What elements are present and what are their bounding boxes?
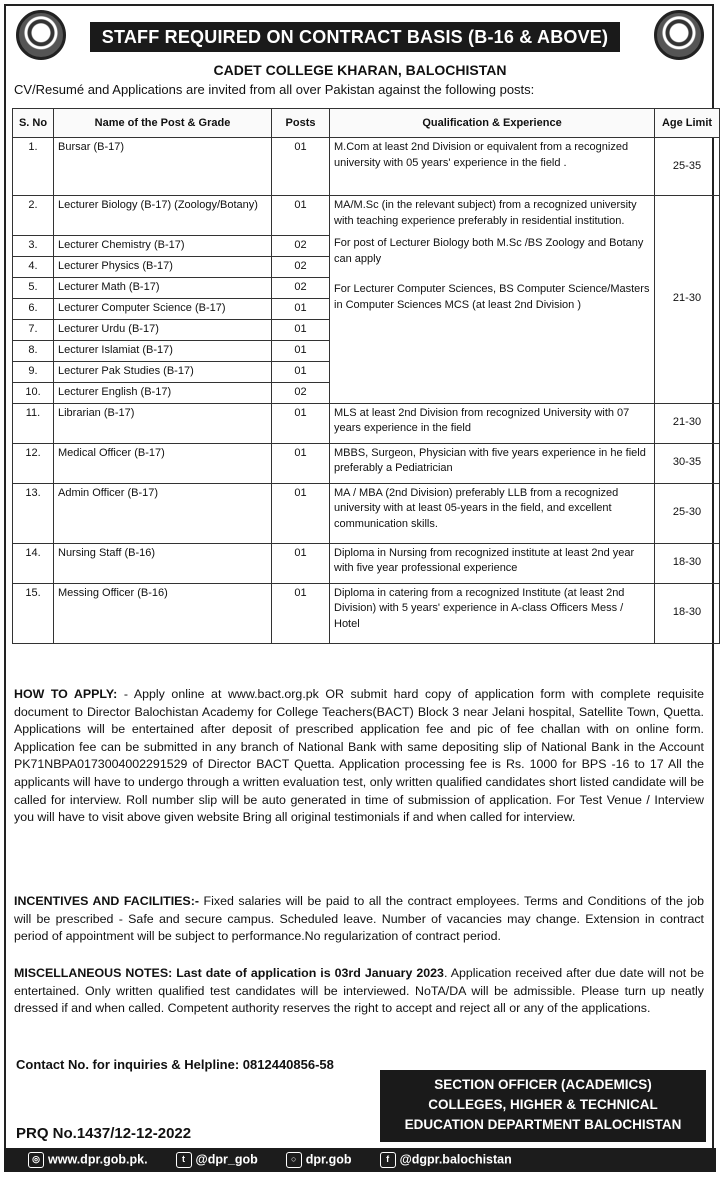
cell-post: Lecturer Math (B-17) <box>54 277 272 298</box>
footer-facebook[interactable] <box>380 1152 512 1168</box>
cell-sn: 14. <box>13 543 54 583</box>
incentives-text: Fixed salaries will be paid to all the contract employees. Terms and Conditions of the job will be prescribed - Safe and secure campus. Scheduled leave. Number of vacancies may change. Extension in contract period of appointment will be subject to performance.No regularization of contract period. <box>14 894 704 944</box>
cell-sn: 3. <box>13 236 54 257</box>
cell-post: Lecturer Islamiat (B-17) <box>54 340 272 361</box>
cell-post: Lecturer Biology (B-17) (Zoology/Botany) <box>54 196 272 236</box>
lecturers-qual-biology: For post of Lecturer Biology both M.Sc /BS Zoology and Botany can apply <box>334 236 644 265</box>
intro-text: CV/Resumé and Applications are invited from all over Pakistan against the following posts: <box>14 82 535 97</box>
cell-sn: 12. <box>13 443 54 483</box>
cell-posts: 01 <box>272 340 330 361</box>
section-officer-box <box>380 1070 706 1142</box>
section-officer-line2: COLLEGES, HIGHER & TECHNICAL <box>428 1097 658 1112</box>
govt-logo-right <box>654 10 704 60</box>
footer-facebook-text: @dgpr.balochistan <box>399 1152 512 1167</box>
cell-posts: 02 <box>272 256 330 277</box>
footer-instagram[interactable] <box>286 1152 352 1168</box>
cell-posts: 01 <box>272 138 330 196</box>
header-age-limit: Age Limit <box>655 109 720 138</box>
globe-icon: ◎ <box>28 1152 44 1168</box>
cell-posts: 01 <box>272 403 330 443</box>
cell-sn: 13. <box>13 483 54 543</box>
cell-post: Admin Officer (B-17) <box>54 483 272 543</box>
cell-age: 18-30 <box>655 583 720 643</box>
page-title: STAFF REQUIRED ON CONTRACT BASIS (B-16 & ABOVE) <box>90 22 620 52</box>
how-to-apply-text: - Apply online at www.bact.org.pk OR submit hard copy of application form with complete requisite document to Director Balochistan Academy for College Teachers(BACT) Block 3 near Jelani hospital, Satellite Town, Quetta. Applications will be entertained after deposit of prescribed application fee and pic of fee challan with on online form. Application fee can be submitted in any branch of National Bank with same depositing slip of National Bank in the Account PK71NBPA0173004002291529 of Director BACT Quetta. Application processing fee is Rs. 1000 for BPS -16 to 17 All the applicants will have to undergo through a written evaluation test, only written qualified candidates short listed candidate will be called for interview. Roll number slip will be auto generated in time of submission of application. For Test Venue / Interview you will have to visit above given website Bring all original testimonials if and when called for interview. <box>14 687 704 825</box>
cell-qual-lecturers <box>330 196 655 404</box>
section-officer-line3: EDUCATION DEPARTMENT BALOCHISTAN <box>404 1117 682 1132</box>
table-row <box>13 138 720 196</box>
cell-posts: 01 <box>272 319 330 340</box>
cell-post: Lecturer Chemistry (B-17) <box>54 236 272 257</box>
cell-posts: 01 <box>272 483 330 543</box>
cell-qual: M.Com at least 2nd Division or equivalent from a recognized university with 05 years' experience in the field . <box>330 138 655 196</box>
table-header-row <box>13 109 720 138</box>
table-row <box>13 543 720 583</box>
cell-age: 21-30 <box>655 403 720 443</box>
table-row <box>13 483 720 543</box>
cell-age: 30-35 <box>655 443 720 483</box>
cell-post: Medical Officer (B-17) <box>54 443 272 483</box>
misc-section <box>14 965 704 1018</box>
misc-heading: MISCELLANEOUS NOTES: <box>14 966 173 980</box>
table-row <box>13 583 720 643</box>
lecturers-qual-main: MA/M.Sc (in the relevant subject) from a recognized university with teaching experience preferably in residential institution. <box>334 199 637 227</box>
cell-sn: 2. <box>13 196 54 236</box>
facebook-icon: f <box>380 1152 396 1168</box>
cell-post: Lecturer Physics (B-17) <box>54 256 272 277</box>
cell-qual: MA / MBA (2nd Division) preferably LLB from a recognized university with at least 05-years in the field, and excellent communication skills. <box>330 483 655 543</box>
cell-sn: 11. <box>13 403 54 443</box>
cell-age-lecturers: 21-30 <box>655 196 720 404</box>
footer-twitter[interactable] <box>176 1152 258 1168</box>
header-posts: Posts <box>272 109 330 138</box>
table-row <box>13 443 720 483</box>
cell-age: 25-30 <box>655 483 720 543</box>
cell-posts: 01 <box>272 196 330 236</box>
how-to-apply-heading: HOW TO APPLY: <box>14 687 118 701</box>
cell-posts: 01 <box>272 543 330 583</box>
cell-posts: 02 <box>272 236 330 257</box>
incentives-section <box>14 893 704 946</box>
cell-sn: 4. <box>13 256 54 277</box>
footer-twitter-text: @dpr_gob <box>195 1152 258 1167</box>
posts-table <box>12 108 720 644</box>
footer-bar <box>4 1148 716 1172</box>
cell-age: 25-35 <box>655 138 720 196</box>
cell-post: Lecturer Urdu (B-17) <box>54 319 272 340</box>
twitter-icon: t <box>176 1152 192 1168</box>
table-row <box>13 403 720 443</box>
cell-sn: 7. <box>13 319 54 340</box>
cell-post: Lecturer Computer Science (B-17) <box>54 298 272 319</box>
cell-posts: 02 <box>272 382 330 403</box>
college-name: CADET COLLEGE KHARAN, BALOCHISTAN <box>213 62 507 78</box>
header-qualification: Qualification & Experience <box>330 109 655 138</box>
header-sno: S. No <box>13 109 54 138</box>
cell-sn: 1. <box>13 138 54 196</box>
cell-post: Bursar (B-17) <box>54 138 272 196</box>
header-post-name: Name of the Post & Grade <box>54 109 272 138</box>
misc-text: . Application received after due date will not be entertained. Only written qualified test candidates will be interviewed. NoTA/DA will be admissible. Please turn up neatly dressed if and when called. Competent authority reserves the right to accept and reject all or any of the applications. <box>14 966 704 1016</box>
prq-number: PRQ No.1437/12-12-2022 <box>16 1125 192 1142</box>
cell-qual: Diploma in catering from a recognized Institute (at least 2nd Division) with 5 years' experience in A-class Officers Mess / Hotel <box>330 583 655 643</box>
section-officer-line1: SECTION OFFICER (ACADEMICS) <box>434 1077 652 1092</box>
cell-post: Librarian (B-17) <box>54 403 272 443</box>
cell-post: Lecturer Pak Studies (B-17) <box>54 361 272 382</box>
footer-web-text: www.dpr.gob.pk. <box>48 1152 148 1167</box>
cell-posts: 01 <box>272 443 330 483</box>
contact-helpline: Contact No. for inquiries & Helpline: 0812440856-58 <box>16 1057 334 1072</box>
cell-qual: MBBS, Surgeon, Physician with five years experience in he field preferably a Pediatrician <box>330 443 655 483</box>
footer-instagram-text: dpr.gob <box>305 1152 352 1167</box>
cell-post: Lecturer English (B-17) <box>54 382 272 403</box>
how-to-apply-section <box>14 686 704 827</box>
cell-posts: 01 <box>272 298 330 319</box>
lecturers-qual-computer: For Lecturer Computer Sciences, BS Computer Science/Masters in Computer Sciences MCS (at least 2nd Division ) <box>334 282 650 311</box>
cell-sn: 15. <box>13 583 54 643</box>
cell-post: Nursing Staff (B-16) <box>54 543 272 583</box>
cell-sn: 10. <box>13 382 54 403</box>
cell-sn: 6. <box>13 298 54 319</box>
cell-posts: 01 <box>272 361 330 382</box>
govt-logo-left <box>16 10 66 60</box>
cell-age: 18-30 <box>655 543 720 583</box>
cell-sn: 9. <box>13 361 54 382</box>
instagram-icon: ○ <box>286 1152 302 1168</box>
incentives-heading: INCENTIVES AND FACILITIES:- <box>14 894 199 908</box>
table-row <box>13 196 720 236</box>
cell-posts: 02 <box>272 277 330 298</box>
cell-sn: 8. <box>13 340 54 361</box>
cell-post: Messing Officer (B-16) <box>54 583 272 643</box>
cell-qual: MLS at least 2nd Division from recognized University with 07 years experience in the field <box>330 403 655 443</box>
cell-qual: Diploma in Nursing from recognized institute at least 2nd year with five year professional experience <box>330 543 655 583</box>
footer-web[interactable] <box>28 1152 148 1168</box>
cell-sn: 5. <box>13 277 54 298</box>
last-date-notice: Last date of application is 03rd January 2023 <box>176 966 444 980</box>
cell-posts: 01 <box>272 583 330 643</box>
